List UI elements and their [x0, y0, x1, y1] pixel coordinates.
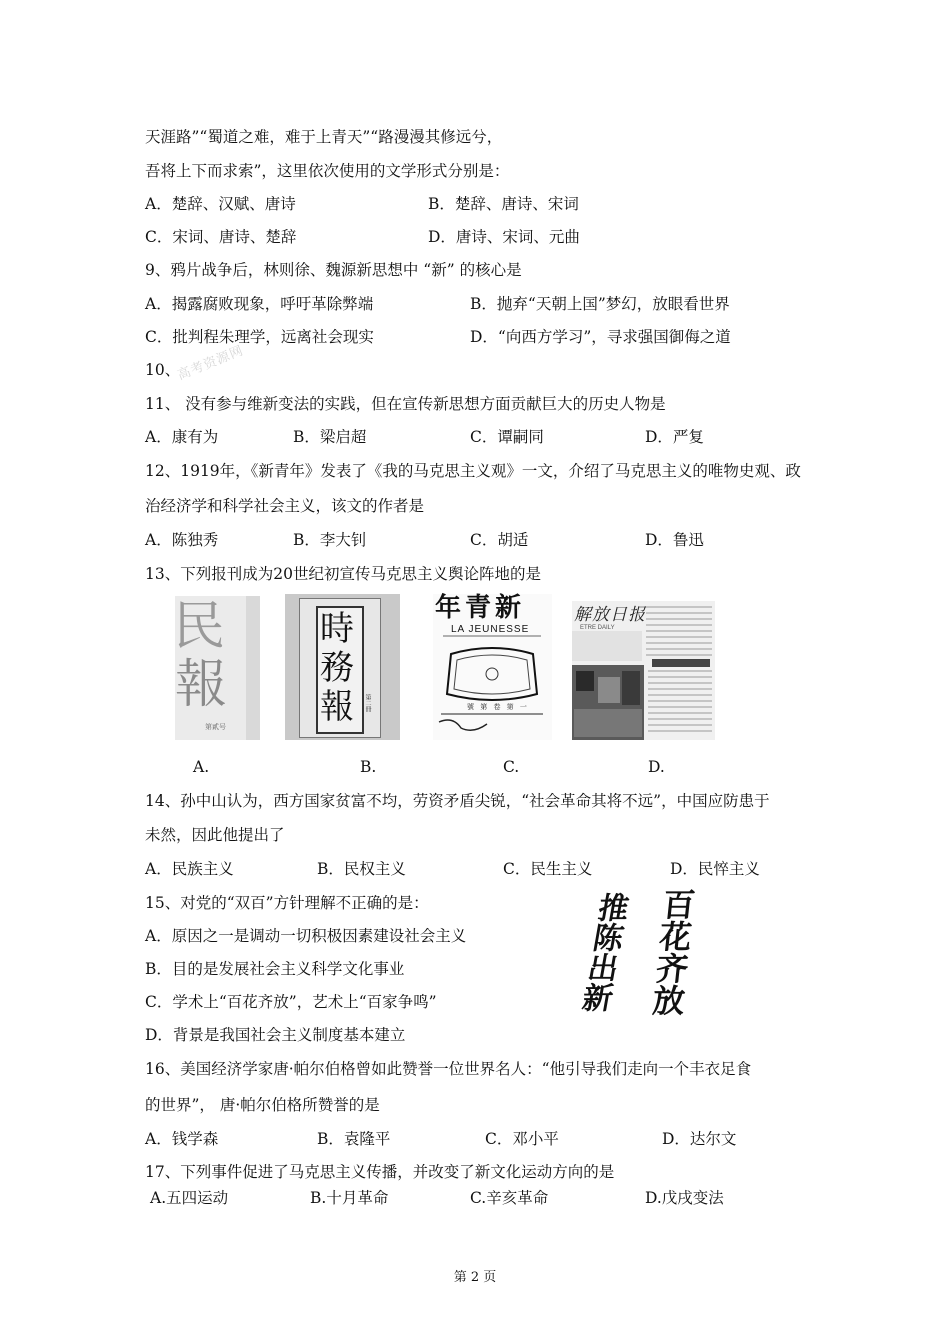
q17-option-c: C.辛亥革命 — [470, 1189, 549, 1207]
newspaper-image-minbao — [175, 596, 260, 740]
q11-option-c: C．谭嗣同 — [470, 428, 544, 446]
q16-option-c: C．邓小平 — [485, 1130, 559, 1148]
q13-label-c: C. — [503, 758, 520, 776]
shiwubao-issue: 第二冊 — [364, 694, 371, 712]
q9-option-b: B．抛弃“天朝上国”梦幻，放眼看世界 — [470, 295, 730, 313]
shiwubao-char-2: 務 — [320, 648, 354, 688]
q11-option-b: B．梁启超 — [293, 428, 367, 446]
q16-option-a: A．钱学森 — [145, 1130, 219, 1148]
jiefang-page-layout — [572, 601, 715, 740]
q9-option-a: A．揭露腐败现象，呼吁革除弊端 — [145, 295, 374, 313]
q14-option-a: A．民族主义 — [145, 860, 234, 878]
calligraphy-column-left: 推陈出新 — [574, 892, 631, 1012]
q13-label-b: B. — [360, 758, 377, 776]
page-number: 第 2 页 — [453, 1270, 497, 1285]
newspaper-image-jiefangribao — [572, 601, 715, 740]
q8-option-d: D．唐诗、宋词、元曲 — [428, 228, 580, 246]
shiwubao-char-1: 時 — [320, 609, 354, 649]
q15-stem: 15、对党的“双百”方针理解不正确的是： — [145, 894, 429, 912]
q8-option-b: B．楚辞、唐诗、宋词 — [428, 195, 579, 213]
xinqingnian-subtitle: LA JEUNESSE — [451, 624, 530, 635]
q11-stem: 11、 没有参与维新变法的实践，但在宣传新思想方面贡献巨大的历史人物是 — [145, 395, 666, 413]
q16-line2: 的世界”， 唐·帕尔伯格所赞誉的是 — [145, 1096, 380, 1114]
q11-option-d: D．严复 — [645, 428, 704, 446]
q14-option-c: C．民生主义 — [503, 860, 593, 878]
q12-option-c: C．胡适 — [470, 531, 529, 549]
q17-option-b: B.十月革命 — [310, 1189, 389, 1207]
q15-option-c: C．学术上“百花齐放”，艺术上“百家争鸣” — [145, 993, 437, 1011]
q11-option-a: A．康有为 — [145, 428, 219, 446]
q15-option-a: A．原因之一是调动一切积极因素建设社会主义 — [145, 927, 467, 945]
q10-stem: 10、 — [145, 361, 181, 379]
q14-option-d: D．民悴主义 — [670, 860, 760, 878]
watermark-text: 高考资源网 — [175, 343, 247, 384]
jiefang-title: 解放日报 — [574, 605, 646, 625]
xinqingnian-title: 年青新 — [435, 593, 526, 623]
q13-label-d: D. — [648, 758, 665, 776]
q15-option-d: D．背景是我国社会主义制度基本建立 — [145, 1026, 406, 1044]
q9-stem: 9、鸦片战争后，林则徐、魏源新思想中 “新” 的核心是 — [145, 261, 522, 279]
newspaper-image-shiwubao — [285, 594, 400, 740]
q14-line1: 14、孙中山认为，西方国家贫富不均，劳资矛盾尖锐，“社会革命其将不远”，中国应防患于 — [145, 792, 770, 810]
q8-option-a: A．楚辞、汉赋、唐诗 — [145, 195, 296, 213]
q8-option-c: C．宋词、唐诗、楚辞 — [145, 228, 297, 246]
minbao-issue: 第貳号 — [205, 723, 226, 731]
jiefang-subtitle: ETRE DAILY — [580, 625, 615, 631]
q17-option-a: A.五四运动 — [150, 1189, 229, 1207]
newspaper-image-xinqingnian — [433, 594, 552, 740]
minbao-edge — [246, 596, 260, 740]
q9-option-c: C．批判程朱理学，远离社会现实 — [145, 328, 374, 346]
q12-line2: 治经济学和科学社会主义，该文的作者是 — [145, 497, 425, 515]
q15-option-b: B．目的是发展社会主义科学文化事业 — [145, 960, 405, 978]
q9-option-d: D．“向西方学习”，寻求强国御侮之道 — [470, 328, 731, 346]
q17-stem: 17、下列事件促进了马克思主义传播，并改变了新文化运动方向的是 — [145, 1163, 615, 1181]
xinqingnian-volume: 號 第 卷 第 一 — [467, 703, 529, 711]
q8-line1: 天涯路”“蜀道之难，难于上青天”“路漫漫其修远兮， — [145, 128, 503, 146]
calligraphy-column-right: 百花齐放 — [646, 888, 698, 1016]
q14-line2: 未然，因此他提出了 — [145, 826, 285, 844]
q12-option-b: B．李大钊 — [293, 531, 367, 549]
q14-option-b: B．民权主义 — [317, 860, 406, 878]
q13-stem: 13、下列报刊成为20世纪初宣传马克思主义舆论阵地的是 — [145, 565, 541, 583]
q12-line1: 12、1919年，《新青年》发表了《我的马克思主义观》一文，介绍了马克思主义的唯物史观、政 — [145, 462, 801, 480]
q8-line2: 吾将上下而求索”，这里依次使用的文学形式分别是： — [145, 162, 510, 180]
minbao-char-2: 報 — [175, 655, 228, 715]
q16-option-d: D．达尔文 — [662, 1130, 737, 1148]
calligraphy-image — [555, 888, 698, 1028]
minbao-char-1: 民 — [173, 597, 226, 657]
xinqingnian-ornament-frame — [433, 594, 552, 740]
q12-option-d: D．鲁迅 — [645, 531, 704, 549]
shiwubao-char-3: 報 — [320, 687, 354, 727]
q16-option-b: B．袁隆平 — [317, 1130, 391, 1148]
q17-option-d: D.戊戌变法 — [645, 1189, 724, 1207]
q12-option-a: A．陈独秀 — [145, 531, 219, 549]
q16-line1: 16、美国经济学家唐·帕尔伯格曾如此赞誉一位世界名人：“他引导我们走向一个丰衣足食 — [145, 1060, 752, 1078]
q13-label-a: A. — [193, 758, 210, 776]
